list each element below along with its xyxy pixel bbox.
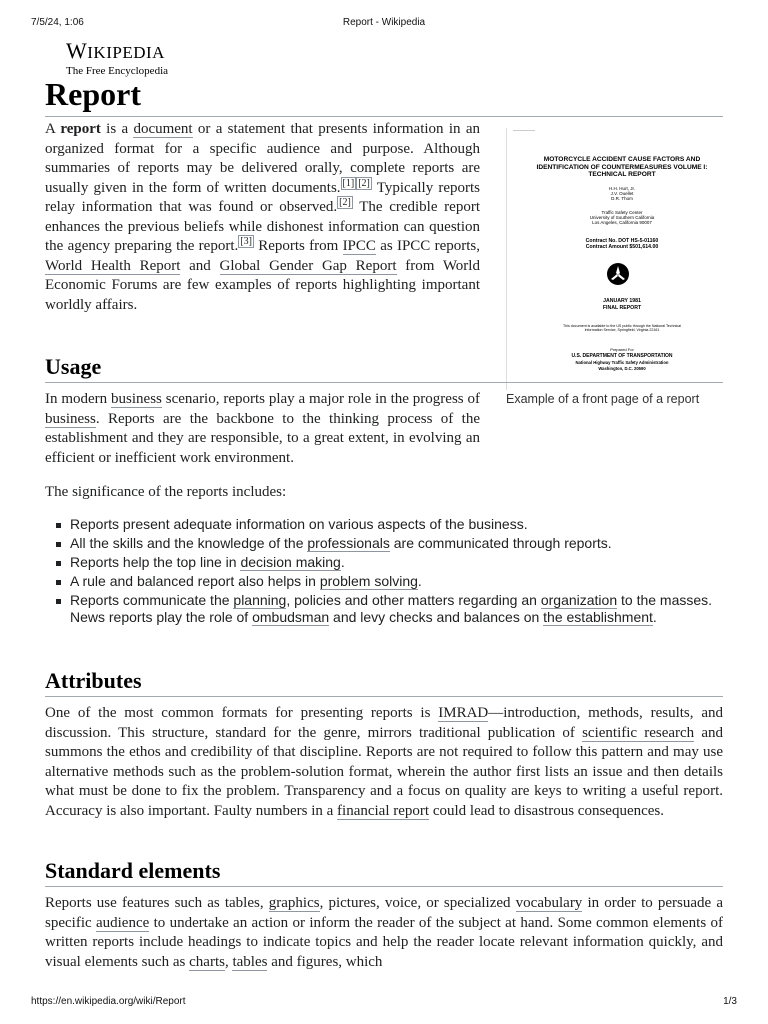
heading-attributes: Attributes: [45, 666, 723, 697]
cite-3[interactable]: [3]: [240, 236, 252, 247]
link-planning[interactable]: planning: [233, 592, 287, 608]
print-title: Report - Wikipedia: [342, 17, 426, 28]
significance-text: The significance of the reports includes:: [45, 484, 287, 500]
link-tables[interactable]: tables: [232, 953, 268, 970]
cover-center: Traffic Safety Center University of Southern California Los Angeles, California 90007: [589, 210, 655, 225]
link-charts[interactable]: charts: [189, 953, 225, 970]
list-item: Reports help the top line in decision making.: [45, 554, 725, 571]
cover-date: JANUARY 1981 FINAL REPORT: [602, 298, 642, 311]
cover-authors: H.H. Hurt, Jr. J.V. Ouellet D.R. Thom: [608, 186, 635, 201]
logo-tagline: The Free Encyclopedia: [66, 65, 169, 77]
logo-wordmark: WIKIPEDIA: [66, 38, 165, 63]
cover-dept: U.S. DEPARTMENT OF TRANSPORTATION: [571, 353, 673, 359]
term-report: report: [60, 121, 101, 137]
print-datetime: 7/5/24, 1:06: [31, 17, 84, 28]
link-professionals[interactable]: professionals: [307, 535, 390, 551]
significance-list: [45, 516, 725, 628]
print-page-number: 1/3: [723, 996, 737, 1007]
link-imrad[interactable]: IMRAD: [438, 705, 489, 721]
report-cover-image[interactable]: [506, 128, 708, 390]
heading-standard-elements: Standard elements: [45, 856, 723, 887]
cover-note: This document is available to the US public through the National Technical Information Service, Springfield, Virginia 22161: [563, 324, 681, 333]
intro-paragraph: A report is a document or a statement that presents information in an organized format for a specific audience and purpose. Although summaries of reports may be delivered orally, complete reports are usually given in the form of written documents. [1] [2] Typically reports relay information that was found or observed. [2] The credible report enhances the previous beliefs while dishonest information can question the agency preparing the report. [3] Reports from IPCC as IPCC reports, World Health Report and Global Gender Gap Report from World Economic Forums are few examples of reports highlighting important worldly affairs.: [45, 121, 480, 313]
cover-agency: National Highway Traffic Safety Administration Washington, D.C. 20590: [575, 360, 669, 371]
link-ombudsman[interactable]: ombudsman: [252, 608, 330, 625]
heading-usage: Usage: [45, 352, 723, 383]
link-ipcc[interactable]: IPCC: [342, 238, 376, 254]
cite-2[interactable]: [2]: [358, 177, 370, 189]
link-vocabulary[interactable]: vocabulary: [515, 895, 583, 911]
link-the-establishment[interactable]: the establishment: [543, 608, 653, 625]
cite-2b[interactable]: [2]: [339, 197, 351, 208]
page-title: Report: [45, 74, 723, 117]
wikipedia-logo[interactable]: [66, 40, 168, 78]
link-scientific-research[interactable]: scientific research: [582, 724, 695, 741]
link-audience[interactable]: audience: [95, 914, 150, 931]
link-world-health-report[interactable]: World Health Report: [45, 257, 181, 274]
usage-paragraph: In modern business scenario, reports play a major role in the progress of business. Reports are the backbone to the thinking process of the establishment and they are responsible, to a great extent, in evolving an efficient or inefficient work environment.: [45, 391, 480, 466]
link-decision-making[interactable]: decision making: [240, 554, 341, 570]
cover-prepared: Prepared For: [610, 347, 634, 352]
cover-title: MOTORCYCLE ACCIDENT CAUSE FACTORS AND IDENTIFICATION OF COUNTERMEASURES VOLUME I: TECHNICAL REPORT: [536, 156, 708, 178]
link-graphics[interactable]: graphics: [268, 895, 320, 911]
link-business[interactable]: business: [111, 391, 162, 407]
print-url: https://en.wikipedia.org/wiki/Report: [31, 996, 186, 1007]
link-organization[interactable]: organization: [540, 592, 618, 608]
list-item: All the skills and the knowledge of the professionals are communicated through reports.: [45, 535, 725, 552]
link-document[interactable]: document: [133, 121, 193, 137]
dot-seal-icon: [606, 262, 630, 286]
attributes-paragraph: One of the most common formats for presenting reports is IMRAD—introduction, methods, results, and discussion. This structure, standard for the genre, mirrors traditional publication of scientific research and summons the ethos and credibility of that discipline. Reports are not required to follow this pattern and may use alternative methods such as the problem-solution format, wherein the author first lists an issue and then details what must be done to fix the problem. Transparency and a focus on quality are keys to writing a useful report. Accuracy is also important. Faulty numbers in a financial report could lead to disastrous consequences.: [45, 705, 723, 819]
standard-paragraph: Reports use features such as tables, graphics, pictures, voice, or specialized vocabulary in order to persuade a specific audience to undertake an action or inform the reader of the subject at hand. Some common elements of written reports include headings to indicate topics and help the reader locate relevant information quickly, and visual elements such as charts, tables and figures, which: [45, 895, 724, 970]
cover-contract: Contract No. DOT HS-5-01160 Contract Amount $501,614.00: [585, 238, 659, 250]
link-problem-solving[interactable]: problem solving: [319, 573, 418, 589]
link-financial-report[interactable]: financial report: [337, 802, 430, 819]
figure-caption: Example of a front page of a report: [506, 392, 700, 406]
list-item: Reports communicate the planning, policies and other matters regarding an organization to the masses. News reports play the role of ombudsman and levy checks and balances on the establishment.: [45, 592, 725, 625]
list-item: A rule and balanced report also helps in problem solving.: [45, 573, 725, 590]
cite-1[interactable]: [1]: [342, 177, 355, 189]
list-item: Reports present adequate information on various aspects of the business.: [45, 516, 725, 533]
link-global-gender-gap-report[interactable]: Global Gender Gap Report: [219, 257, 397, 274]
link-business-2[interactable]: business: [45, 410, 96, 427]
